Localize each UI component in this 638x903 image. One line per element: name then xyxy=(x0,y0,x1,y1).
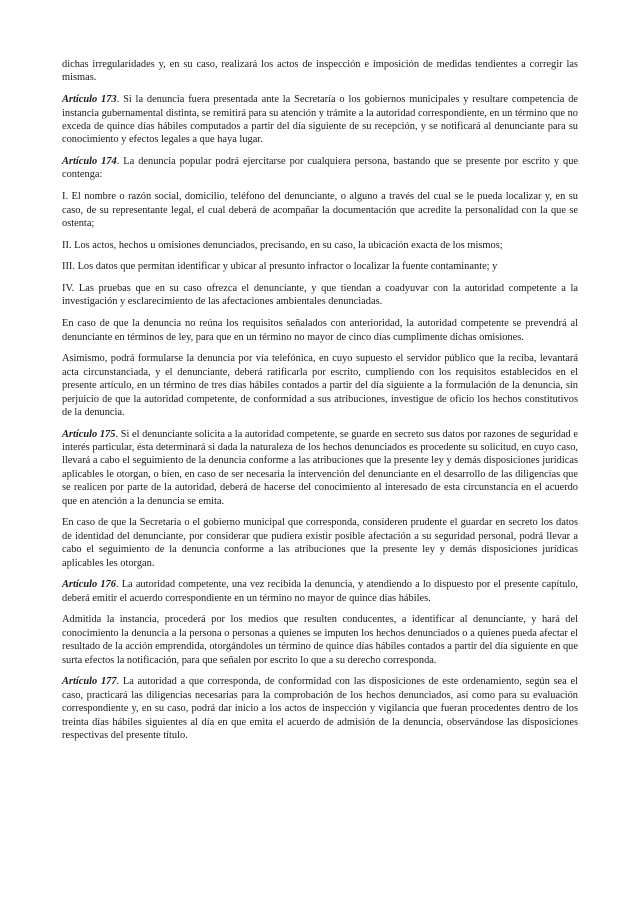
paragraph xyxy=(62,58,578,85)
paragraph-text: . La denuncia popular podrá ejercitarse por cualquiera persona, bastando que se presente por escrito y que contenga: xyxy=(62,156,578,181)
paragraph-text: III. Los datos que permitan identificar y ubicar al presunto infractor o localizar la fuente contaminante; y xyxy=(62,261,498,273)
paragraph-text: . La autoridad competente, una vez recibida la denuncia, y atendiendo a lo dispuesto por el presente capítulo, deberá emitir el acuerdo correspondiente en un término no mayor de quince días hábiles. xyxy=(62,579,578,604)
paragraph-text: II. Los actos, hechos u omisiones denunciados, precisando, en su caso, la ubicación exacta de los mismos; xyxy=(62,239,503,251)
paragraph-article-173 xyxy=(62,93,578,147)
paragraph-article-174 xyxy=(62,155,578,182)
article-label: Artículo 177 xyxy=(62,676,117,688)
paragraph-text: En caso de que la Secretaría o el gobierno municipal que corresponda, consideren prudente el guardar en secreto los datos de identidad del denunciante, por considerar que pudiera existir posible afectación a su seguridad personal, podrá llevar a cabo el seguimiento de la denuncia conforme a las atribuciones que la presente ley y demás disposiciones jurídicas aplicables les otorgan. xyxy=(62,517,578,569)
article-label: Artículo 174 xyxy=(62,156,117,168)
paragraph-text: . La autoridad a que corresponda, de conformidad con las disposiciones de este ordenamiento, según sea el caso, practicará las diligencias necesarias para la comprobación de los hechos denunciados, así como para su evaluación correspondiente y, en su caso, podrá dar inicio a los actos de inspección y vigilancia que fueran procedentes dentro de los treinta días hábiles siguientes al día en que emita el acuerdo de admisión de la denuncia, observándose las disposiciones respectivas del presente título. xyxy=(62,676,578,741)
paragraph-item-iii xyxy=(62,260,578,273)
paragraph xyxy=(62,317,578,344)
paragraph-text: . Si el denunciante solicita a la autoridad competente, se guarde en secreto sus datos por razones de seguridad e interés particular, ésta determinará si dada la naturaleza de los hechos denunciados es procedente su solicitud, en cuyo caso, llevará a cabo el seguimiento de la denuncia conforme a las atribuciones que la presente ley y demás disposiciones jurídicas aplicables le otorgan, o bien, en caso de ser necesaria la intervención del denunciante en el desarrollo de las diligencias que se realicen por parte de la autoridad, deberá de hacerse del conocimiento al interesado de esta circunstancia en el acuerdo que en atención a la denuncia se emita. xyxy=(62,428,578,507)
paragraph-text: Asimismo, podrá formularse la denuncia por vía telefónica, en cuyo supuesto el servidor público que la reciba, levantará acta circunstanciada, y el denunciante, deberá ratificarla por escrito, cumpliendo con los requisitos establecidos en el presente artículo, en un término de tres días hábiles contados a partir del día siguiente a la formulación de la denuncia, sin perjuicio de que la autoridad competente, de conformidad a sus atribuciones, investigue de oficio los hechos constitutivos de la denuncia. xyxy=(62,353,578,418)
article-label: Artículo 175 xyxy=(62,428,116,440)
paragraph-text: En caso de que la denuncia no reúna los requisitos señalados con anterioridad, la autoridad competente se prevendrá al denunciante en términos de ley, para que en un término no mayor de cinco días cumplimente dichas omisiones. xyxy=(62,318,578,343)
paragraph xyxy=(62,352,578,419)
paragraph-text: . Si la denuncia fuera presentada ante la Secretaría o los gobiernos municipales y resultare competencia de instancia gubernamental distinta, se remitirá para su atención y trámite a la autoridad correspondiente, en un término que no exceda de quince días hábiles computados a partir del día siguiente de su recepción, y se notificará al denunciante para su conocimiento y efectos legales a que haya lugar. xyxy=(62,94,578,146)
paragraph xyxy=(62,516,578,570)
paragraph-text: I. El nombre o razón social, domicilio, teléfono del denunciante, o alguno a través del cual se le pueda localizar y, en su caso, de su representante legal, el cual deberá de acompañar la documentación que acredite la personalidad con la que se ostenta; xyxy=(62,191,578,229)
paragraph-text: Admitida la instancia, procederá por los medios que resulten conducentes, a identificar al denunciante, y hará del conocimiento la denuncia a la persona o personas a quienes se imputen los hechos denunciados o a quienes pueda afectar el resultado de la acción emprendida, otorgándoles un término de quince días hábiles contados a partir del día siguiente en que surta efectos la notificación, para que señalen por escrito lo que a su derecho corresponda. xyxy=(62,614,578,666)
paragraph-text: IV. Las pruebas que en su caso ofrezca el denunciante, y que tiendan a coadyuvar con la autoridad competente a la investigación y esclarecimiento de las afectaciones ambientales denunciadas. xyxy=(62,283,578,308)
paragraph-item-ii xyxy=(62,239,578,252)
article-label: Artículo 173 xyxy=(62,94,117,106)
paragraph-article-175 xyxy=(62,428,578,508)
paragraph-article-176 xyxy=(62,578,578,605)
paragraph-item-iv xyxy=(62,282,578,309)
article-label: Artículo 176 xyxy=(62,579,116,591)
paragraph-article-177 xyxy=(62,675,578,742)
paragraph-item-i xyxy=(62,190,578,230)
paragraph-text: dichas irregularidades y, en su caso, realizará los actos de inspección e imposición de medidas tendientes a corregir las mismas. xyxy=(62,59,578,84)
paragraph xyxy=(62,613,578,667)
